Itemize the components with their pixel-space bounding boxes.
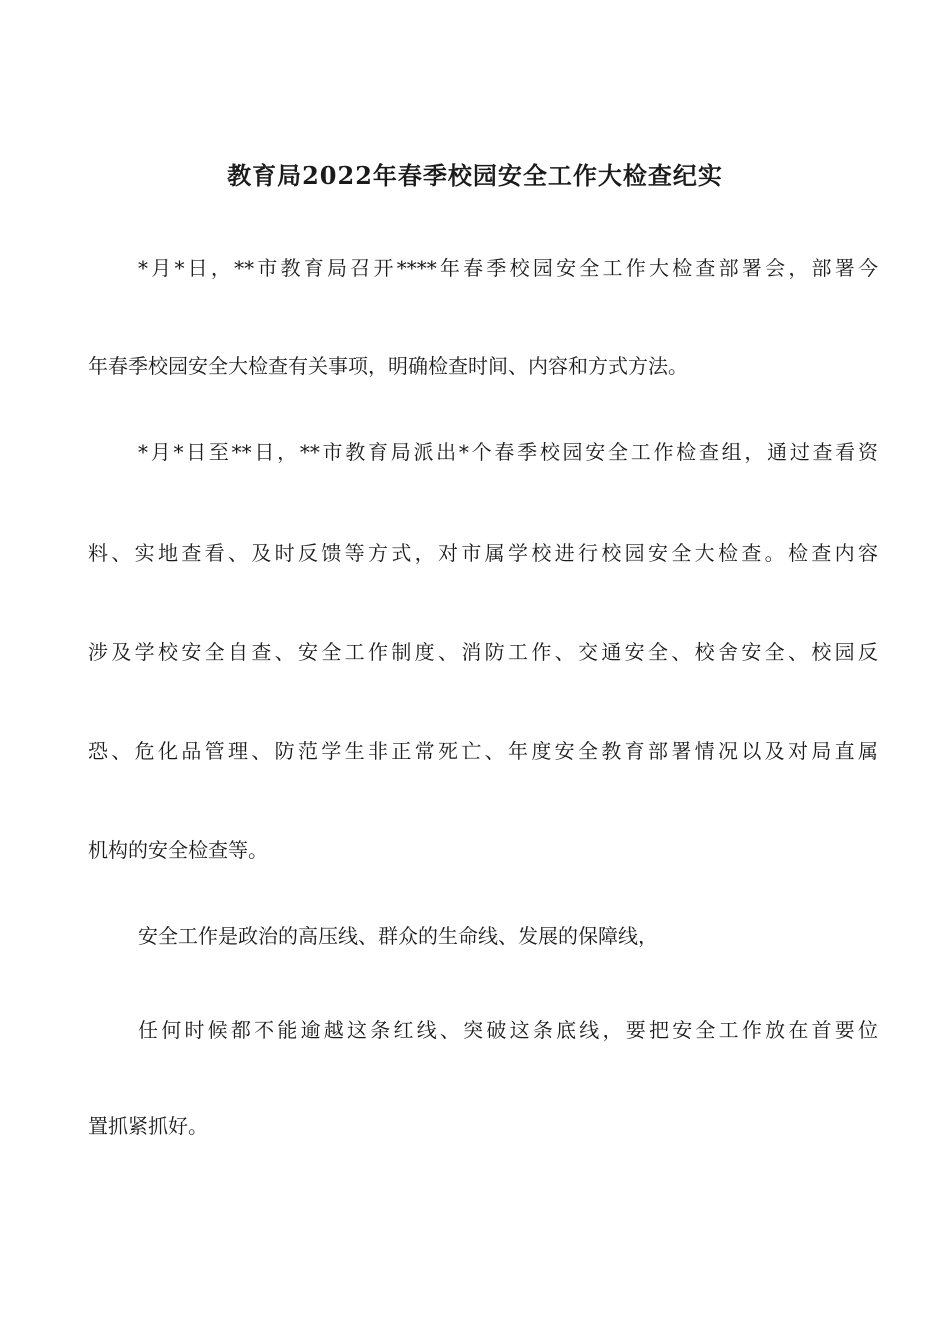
document-title: 教育局2022年春季校园安全工作大检查纪实 [227, 161, 723, 190]
paragraph-4-line-2: 置抓紧抓好。 [88, 1114, 208, 1138]
paragraph-1-line-1: *月*日，**市教育局召开****年春季校园安全工作大检查部署会，部署今 [138, 256, 878, 280]
paragraph-3-line-1: 安全工作是政治的高压线、群众的生命线、发展的保障线， [138, 924, 658, 948]
paragraph-4-line-1: 任何时候都不能逾越这条红线、突破这条底线，要把安全工作放在首要位 [138, 1018, 878, 1042]
paragraph-2-line-5: 机构的安全检查等。 [88, 838, 268, 862]
paragraph-2-line-1: *月*日至**日，**市教育局派出*个春季校园安全工作检查组，通过查看资 [138, 440, 878, 464]
paragraph-1-line-2: 年春季校园安全大检查有关事项，明确检查时间、内容和方式方法。 [88, 354, 688, 378]
paragraph-2-line-4: 恐、危化品管理、防范学生非正常死亡、年度安全教育部署情况以及对局直属 [88, 739, 878, 763]
paragraph-2-line-3: 涉及学校安全自查、安全工作制度、消防工作、交通安全、校舍安全、校园反 [88, 640, 878, 664]
paragraph-2-line-2: 料、实地查看、及时反馈等方式，对市属学校进行校园安全大检查。检查内容 [88, 541, 878, 565]
